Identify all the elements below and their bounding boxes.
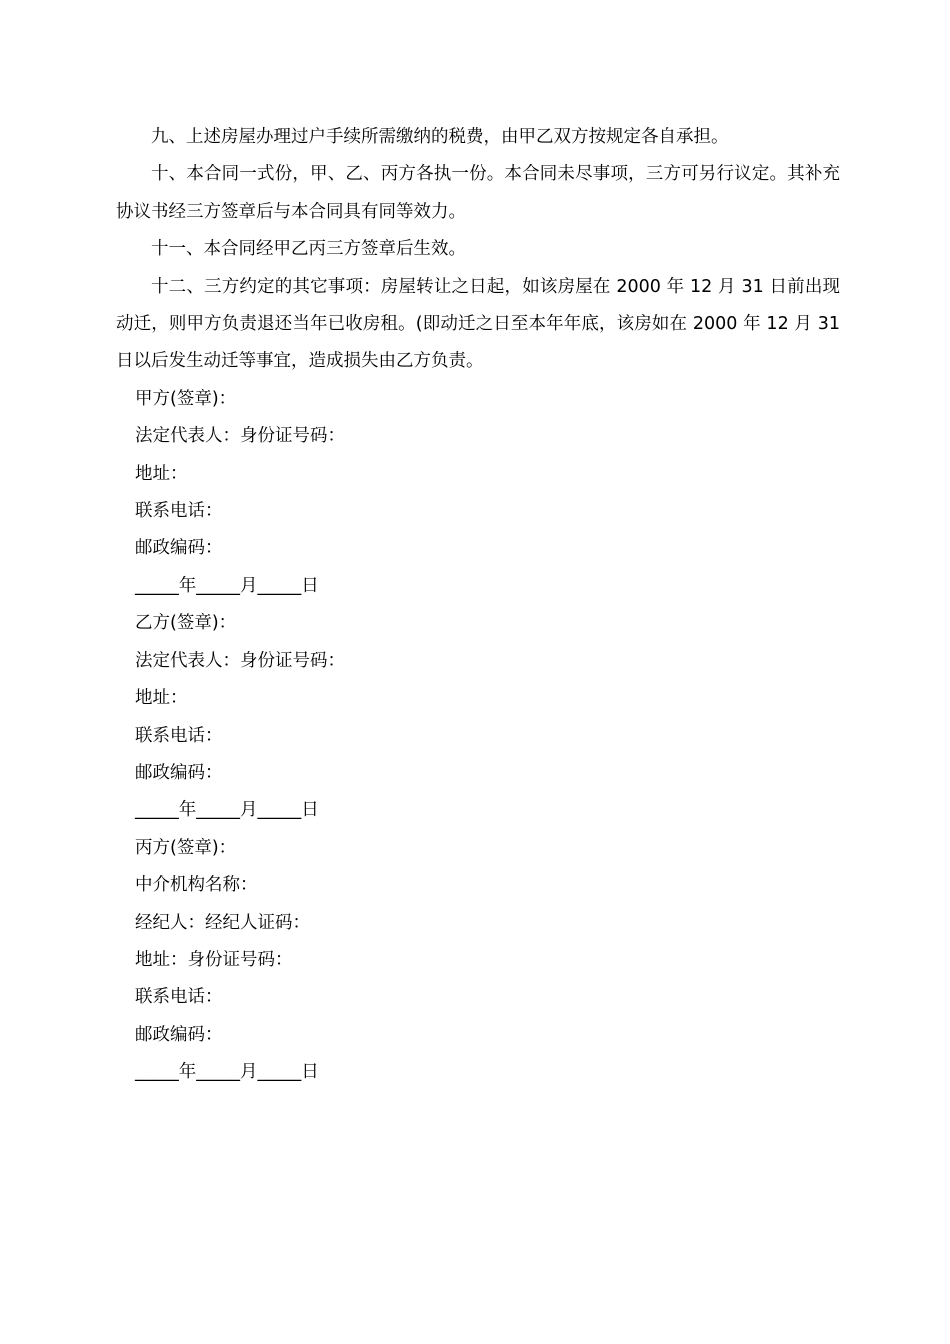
party-a-address: 地址：: [135, 463, 188, 484]
party-b-signature-block: [116, 605, 840, 829]
party-b-address: 地址：: [135, 688, 188, 709]
clause-twelve: 十二、三方约定的其它事项：房屋转让之日起，如该房屋在 2000 年 12 月 31 日前出现动迁，则甲方负责退还当年已收房租。(即动迁之日至本年年底，该房如在 2000 年 12 月 31 日以后发生动迁等事宜，造成损失由乙方负责。: [116, 276, 840, 372]
party-a-phone: 联系电话：: [135, 501, 223, 522]
clause-nine: 九、上述房屋办理过户手续所需缴纳的税费，由甲乙双方按规定各自承担。: [151, 127, 729, 147]
clause-ten: 十、本合同一式份，甲、乙、丙方各执一份。本合同未尽事项，三方可另行议定。其补充协议书经三方签章后与本合同具有同等效力。: [116, 164, 840, 222]
party-b-date: _____年_____月_____日: [135, 800, 319, 821]
party-b-phone: 联系电话：: [135, 725, 223, 746]
party-c-date: _____年_____月_____日: [135, 1062, 319, 1083]
party-c-signature-block: [116, 830, 840, 1092]
party-c-postcode: 邮政编码：: [135, 1024, 223, 1045]
party-b-title: 乙方(签章)：: [135, 613, 237, 634]
party-c-title: 丙方(签章)：: [135, 837, 237, 858]
party-a-signature-block: [116, 381, 840, 605]
party-c-agent: 经纪人：经纪人证码：: [135, 912, 310, 933]
party-a-date: _____年_____月_____日: [135, 575, 319, 596]
clause-eleven: 十一、本合同经甲乙丙三方签章后生效。: [151, 239, 466, 260]
party-b-postcode: 邮政编码：: [135, 762, 223, 783]
party-a-postcode: 邮政编码：: [135, 538, 223, 559]
contract-body: [116, 119, 840, 1092]
party-b-rep: 法定代表人：身份证号码：: [135, 650, 345, 671]
party-c-agency: 中介机构名称：: [135, 875, 258, 896]
party-a-rep: 法定代表人：身份证号码：: [135, 426, 345, 447]
party-c-address: 地址：身份证号码：: [135, 949, 293, 970]
party-a-title: 甲方(签章)：: [135, 388, 237, 409]
party-c-phone: 联系电话：: [135, 987, 223, 1008]
